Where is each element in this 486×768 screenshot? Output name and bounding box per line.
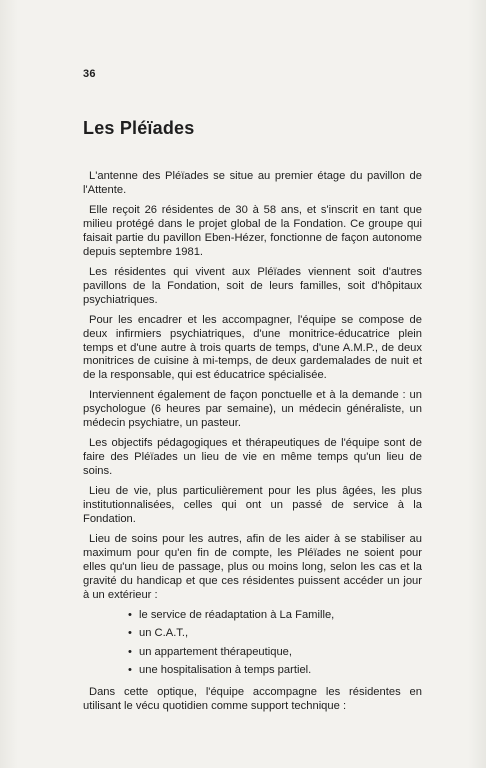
list-item-text: un appartement thérapeutique, — [139, 645, 293, 658]
paragraph: Les résidentes qui vivent aux Pléïades viennent soit d'autres pavillons de la Fondation, soit de leurs familles, soit d'hôpitaux psychiatriques. — [83, 265, 422, 306]
paragraph: Lieu de vie, plus particulièrement pour les plus âgées, les plus institutionnalisées, celles qui ont un passé de service à la Fondation. — [83, 485, 422, 526]
bullet-icon: • — [128, 645, 132, 658]
list-item-text: un C.A.T., — [139, 627, 189, 640]
list-item — [128, 646, 422, 660]
bullet-list — [83, 609, 422, 678]
section-title: Les Pléïades — [83, 118, 195, 138]
paragraph: L'antenne des Pléïades se situe au premier étage du pavillon de l'Attente. — [83, 170, 422, 196]
bullet-icon: • — [128, 664, 132, 677]
list-item — [128, 664, 422, 678]
list-item — [128, 609, 422, 623]
paragraph: Les objectifs pédagogiques et thérapeutiques de l'équipe sont de faire des Pléïades un lieu de vie en même temps qu'un lieu de soins. — [83, 437, 422, 478]
page-number: 36 — [83, 68, 96, 80]
paragraph: Interviennent également de façon ponctuelle et à la demande : un psychologue (6 heures par semaine), un médecin généraliste, un médecin psychiatre, un pasteur. — [83, 389, 422, 430]
paragraph: Elle reçoit 26 résidentes de 30 à 58 ans, et s'inscrit en tant que milieu protégé dans le projet global de la Fondation. Ce groupe qui faisait partie du pavillon Eben-Hézer, fonctionne de façon autonome depuis septembre 1981. — [83, 204, 422, 258]
bullet-icon: • — [128, 608, 132, 621]
body-text — [83, 170, 422, 720]
paragraph: Lieu de soins pour les autres, afin de les aider à se stabiliser au maximum pour qu'en fin de compte, les Pléïades ne soient pour elles qu'un lieu de passage, plus ou moins long, selon les cas et la gravité du handicap et que ces résidentes puissent accéder un jour à un extérieur : — [83, 533, 422, 601]
list-item-text: une hospitalisation à temps partiel. — [139, 664, 312, 677]
bullet-icon: • — [128, 627, 132, 640]
list-item — [128, 627, 422, 641]
paragraph: Pour les encadrer et les accompagner, l'équipe se compose de deux infirmiers psychiatriques, d'une monitrice-éducatrice plein temps et d'une autre à trois quarts de temps, d'une A.M.P., de deux monitrices de cuisine à mi-temps, de deux gardemalades de nuit et de la responsable, qui est éducatrice spécialisée. — [83, 313, 422, 382]
list-item-text: le service de réadaptation à La Famille, — [139, 608, 335, 621]
closing-paragraph: Dans cette optique, l'équipe accompagne les résidentes en utilisant le vécu quotidien comme support technique : — [83, 686, 422, 713]
